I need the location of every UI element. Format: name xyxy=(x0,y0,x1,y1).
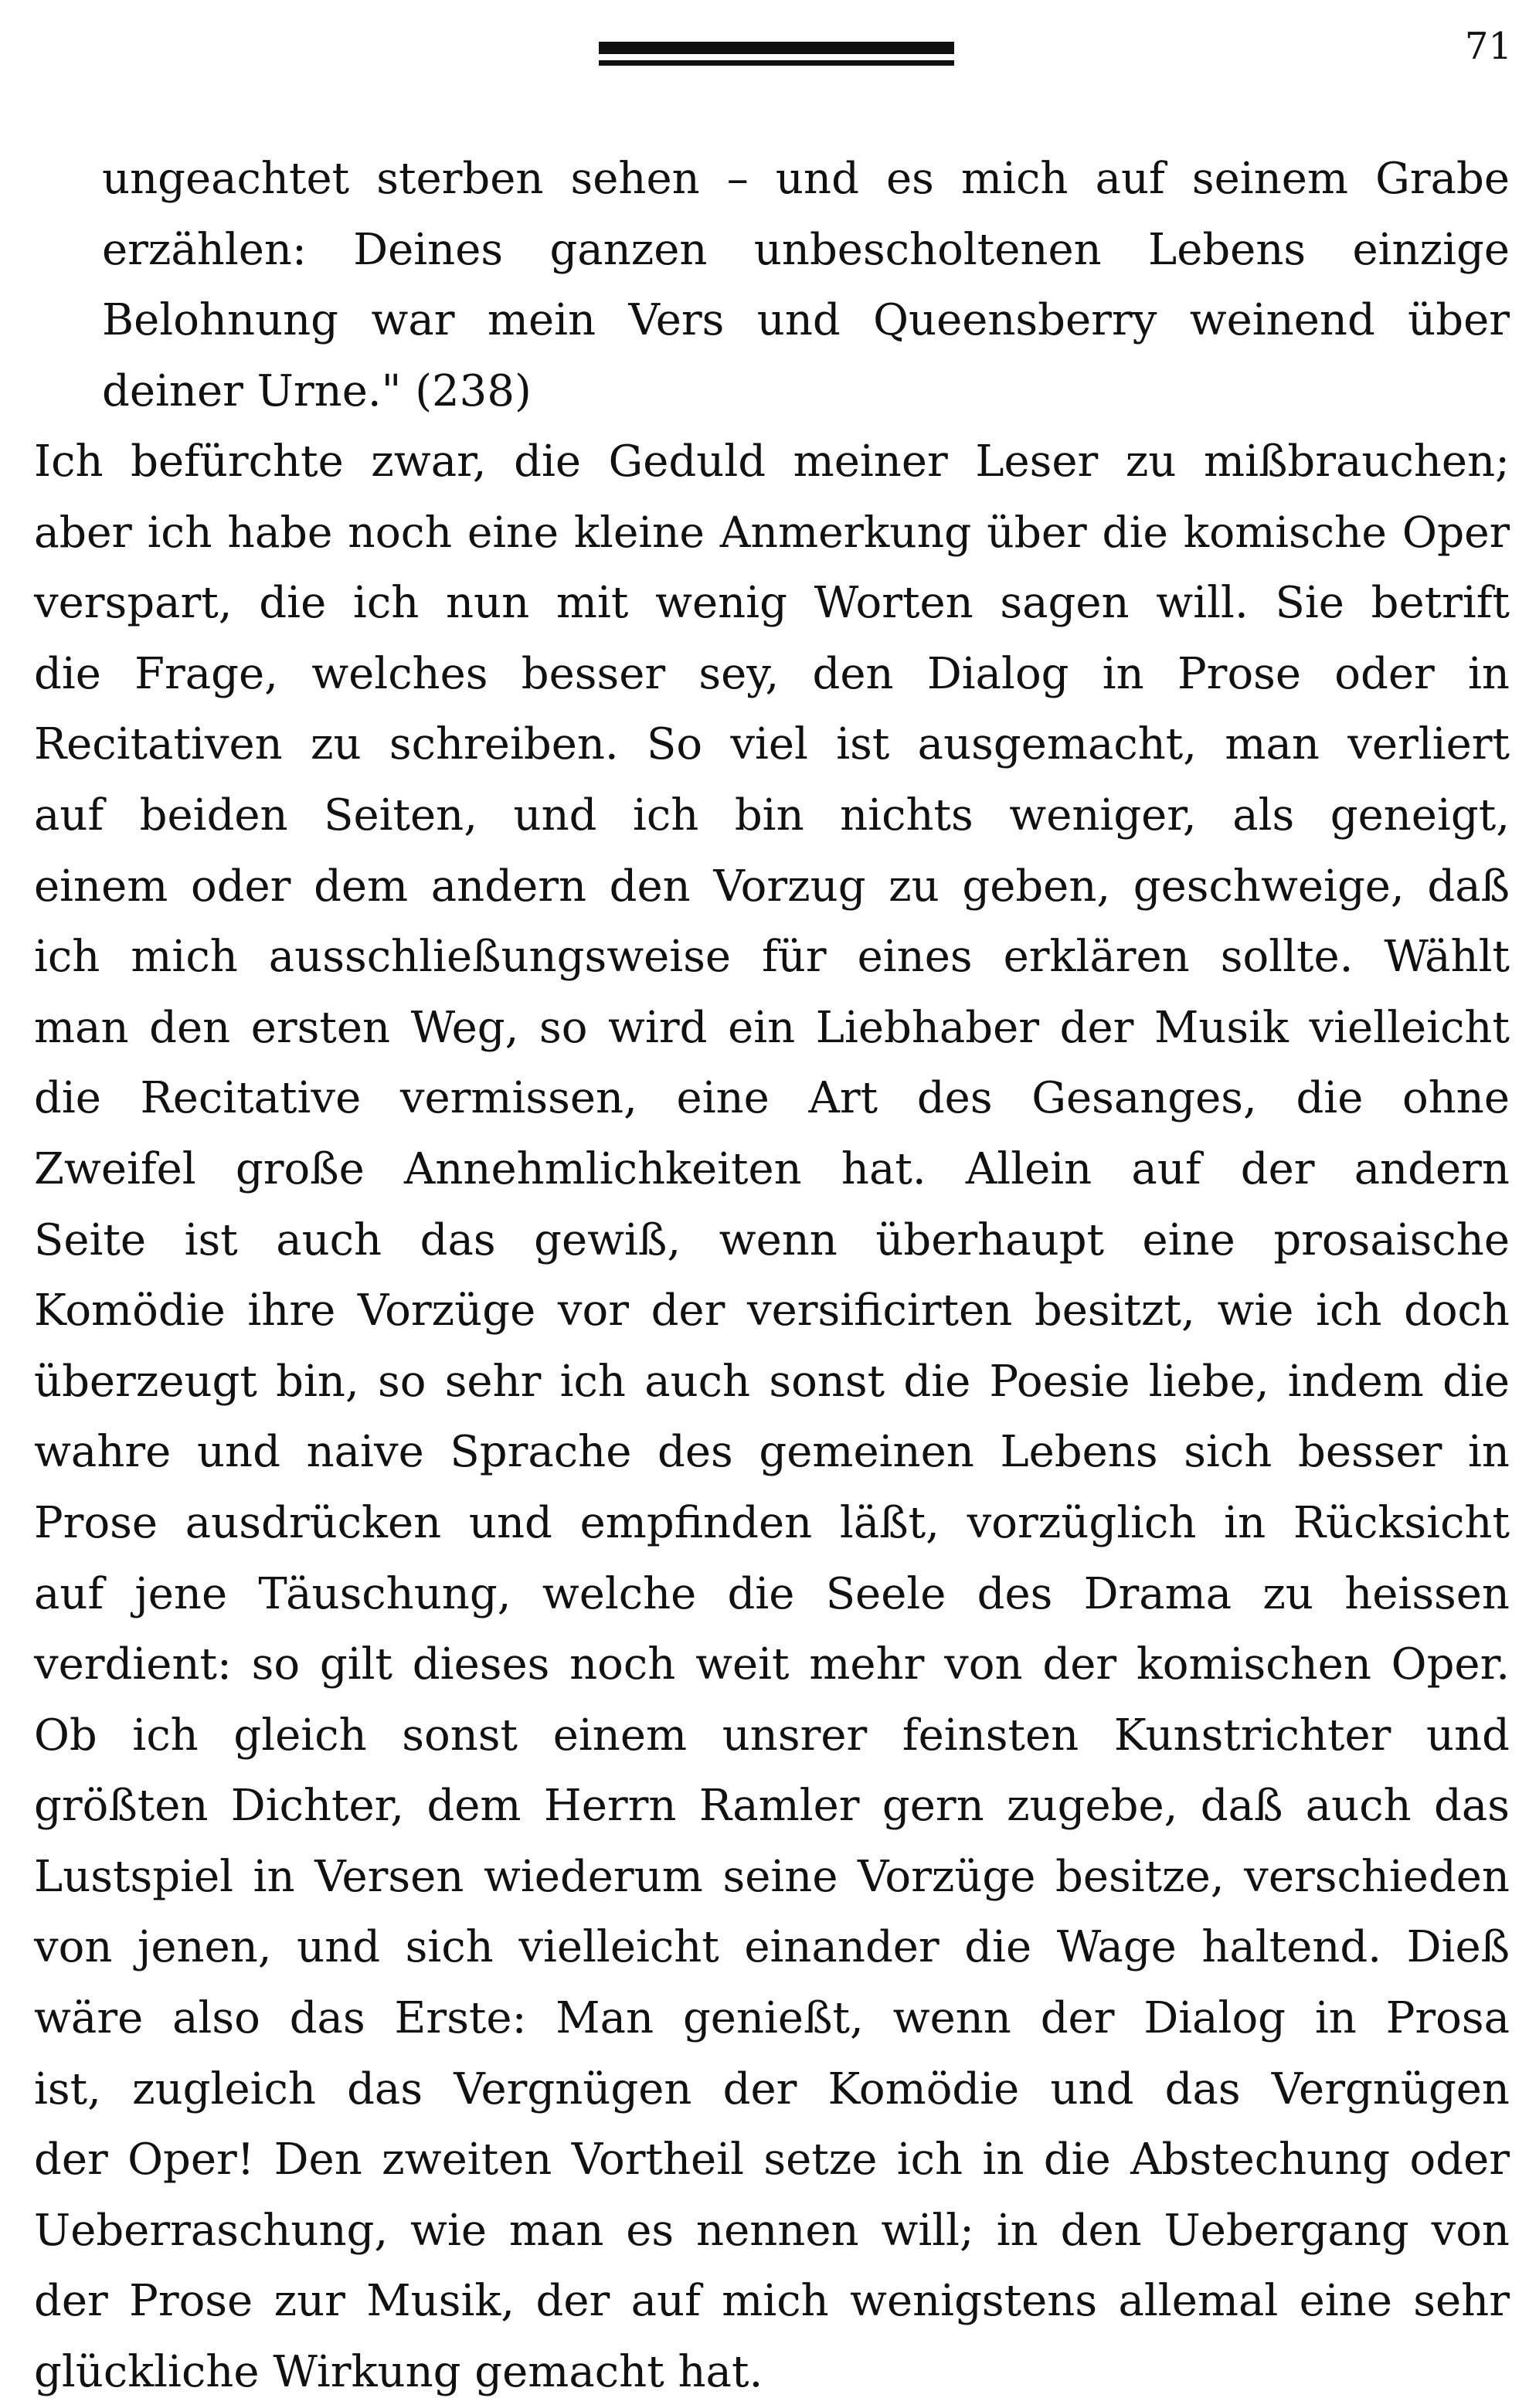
body-line: aber ich habe noch eine kleine Anmerkung über die komische Oper xyxy=(34,507,1510,557)
quote-line: ungeachtet sterben sehen – und es mich auf seinem Grabe xyxy=(102,154,1510,204)
body-line: Ob ich gleich sonst einem unsrer feinsten Kunstrichter und xyxy=(34,1710,1510,1761)
body-line: auf beiden Seiten, und ich bin nichts weniger, als geneigt, xyxy=(34,790,1510,841)
header-rule-thick-bar xyxy=(599,42,954,54)
body-line: einem oder dem andern den Vorzug zu geben, geschweige, daß xyxy=(34,861,1510,912)
body-line: auf jene Täuschung, welche die Seele des Drama zu heissen xyxy=(34,1568,1510,1619)
header-rule xyxy=(599,42,954,68)
body-line: wäre also das Erste: Man genießt, wenn der Dialog in Prosa xyxy=(34,1993,1510,2044)
quote-line: deiner Urne." (238) xyxy=(102,365,532,416)
body-line: Prose ausdrücken und empfinden läßt, vorzüglich in Rücksicht xyxy=(34,1497,1510,1548)
body-line: glückliche Wirkung gemacht hat. xyxy=(34,2347,763,2398)
body-line: Komödie ihre Vorzüge vor der versificirten besitzt, wie ich doch xyxy=(34,1286,1510,1336)
body-line: Recitativen zu schreiben. So viel ist ausgemacht, man verliert xyxy=(34,719,1510,770)
body-line: der Oper! Den zweiten Vortheil setze ich in die Abstechung oder xyxy=(34,2135,1510,2186)
body-line: Ich befürchte zwar, die Geduld meiner Leser zu mißbrauchen; xyxy=(34,436,1510,487)
body-line: die Recitative vermissen, eine Art des Gesanges, die ohne xyxy=(34,1073,1510,1124)
body-line: von jenen, und sich vielleicht einander die Wage haltend. Dieß xyxy=(34,1922,1510,1973)
body-line: Seite ist auch das gewiß, wenn überhaupt eine prosaische xyxy=(34,1214,1510,1265)
body-line: man den ersten Weg, so wird ein Liebhaber der Musik vielleicht xyxy=(34,1002,1510,1053)
body-line: verspart, die ich nun mit wenig Worten sagen will. Sie betrift xyxy=(34,578,1510,629)
header-rule-thin-bar xyxy=(599,60,954,66)
quote-line: erzählen: Deines ganzen unbescholtenen Lebens einzige xyxy=(102,224,1510,275)
body-line: überzeugt bin, so sehr ich auch sonst die Poesie liebe, indem die xyxy=(34,1356,1510,1407)
body-line: ist, zugleich das Vergnügen der Komödie und das Vergnügen xyxy=(34,2063,1510,2114)
body-line: Lustspiel in Versen wiederum seine Vorzüge besitze, verschieden xyxy=(34,1851,1510,1902)
body-paragraph xyxy=(34,426,1510,2408)
body-line: der Prose zur Musik, der auf mich wenigstens allemal eine sehr xyxy=(34,2276,1510,2327)
quote-block xyxy=(102,144,1510,426)
body-line: verdient: so gilt dieses noch weit mehr von der komischen Oper. xyxy=(34,1639,1510,1690)
page-number: 71 xyxy=(1464,25,1512,68)
body-line: ich mich ausschließungsweise für eines erklären sollte. Wählt xyxy=(34,932,1510,983)
body-line: Zweifel große Annehmlichkeiten hat. Allein auf der andern xyxy=(34,1143,1510,1194)
body-line: die Frage, welches besser sey, den Dialog in Prose oder in xyxy=(34,648,1510,699)
quote-line: Belohnung war mein Vers und Queensberry weinend über xyxy=(102,295,1510,346)
body-line: Ueberraschung, wie man es nennen will; in den Uebergang von xyxy=(34,2205,1510,2256)
body-line: größten Dichter, dem Herrn Ramler gern zugebe, daß auch das xyxy=(34,1781,1510,1832)
body-line: wahre und naive Sprache des gemeinen Lebens sich besser in xyxy=(34,1427,1510,1478)
